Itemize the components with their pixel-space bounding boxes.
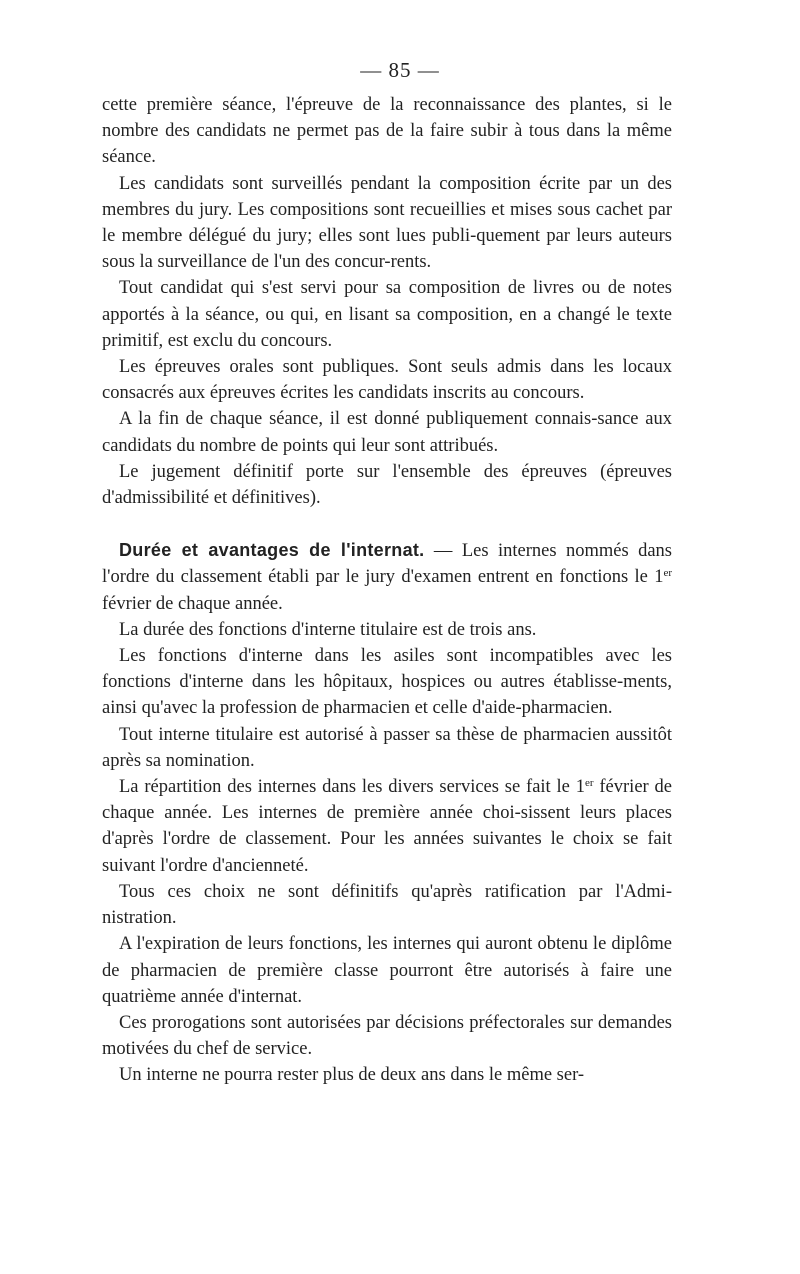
- ordinal-superscript: er: [585, 777, 594, 790]
- paragraph: A l'expiration de leurs fonctions, les internes qui auront obtenu le diplôme de pharmacien de première classe pourront être autorisés à faire une quatrième année d'internat.: [102, 934, 672, 1007]
- paragraph: A la fin de chaque séance, il est donné publiquement connais-sance aux candidats du nombre de points qui leur sont attribués.: [102, 409, 672, 456]
- section-lead-text: — Les internes nommés dans l'ordre du classement établi par le jury d'examen entrent en fonctions le 1: [102, 541, 672, 588]
- ordinal-superscript: er: [663, 567, 672, 580]
- paragraph: Ces prorogations sont autorisées par décisions préfectorales sur demandes motivées du chef de service.: [102, 1012, 672, 1060]
- paragraph: Les épreuves orales sont publiques. Sont seuls admis dans les locaux consacrés aux épreuves écrites les candidats inscrits au concours.: [102, 357, 672, 404]
- section-lead-paragraph: [102, 537, 672, 617]
- section-lead-text-end: février de chaque année.: [102, 593, 283, 614]
- section-spacer: [102, 511, 672, 537]
- paragraph: Tout candidat qui s'est servi pour sa composition de livres ou de notes apportés à la séance, ou qui, en lisant sa composition, en a changé le texte primitif, est exclu du concours.: [102, 278, 672, 351]
- paragraph: Les candidats sont surveillés pendant la composition écrite par un des membres du jury. Les compositions sont recueillies et mises sous cachet par le membre délégué du jury; elles sont lues publi-quement par leurs auteurs sous la surveillance de l'un des concur-rents.: [102, 173, 672, 273]
- paragraph: Tous ces choix ne sont définitifs qu'après ratification par l'Admi-nistration.: [102, 881, 672, 929]
- paragraph: Le jugement définitif porte sur l'ensemble des épreuves (épreuves d'admissibilité et définitives).: [102, 461, 672, 509]
- repartition-text: La répartition des internes dans les divers services se fait le 1: [119, 777, 585, 798]
- page-body: [102, 92, 672, 1089]
- paragraph: Les fonctions d'interne dans les asiles sont incompatibles avec les fonctions d'interne dans les hôpitaux, hospices ou autres établisse-ments, ainsi qu'avec la profession de pharmacien et celle d'aide-pharmacien.: [102, 646, 672, 719]
- paragraph: Un interne ne pourra rester plus de deux ans dans le même ser-: [119, 1065, 585, 1086]
- paragraph: cette première séance, l'épreuve de la reconnaissance des plantes, si le nombre des candidats ne permet pas de la faire subir à tous dans la même séance.: [102, 95, 672, 168]
- section-heading: Durée et avantages de l'internat.: [119, 540, 425, 561]
- page-number: — 85 —: [360, 58, 440, 82]
- repartition-paragraph: [102, 774, 672, 879]
- paragraph: Tout interne titulaire est autorisé à passer sa thèse de pharmacien aussitôt après sa nomination.: [102, 724, 672, 771]
- paragraph: La durée des fonctions d'interne titulaire est de trois ans.: [119, 619, 537, 640]
- repartition-text-end: février de chaque année. Les internes de première année choi-sissent leurs places d'après l'ordre de classement. Pour les années suivantes le choix se fait suivant l'ordre d'ancienneté.: [102, 777, 672, 876]
